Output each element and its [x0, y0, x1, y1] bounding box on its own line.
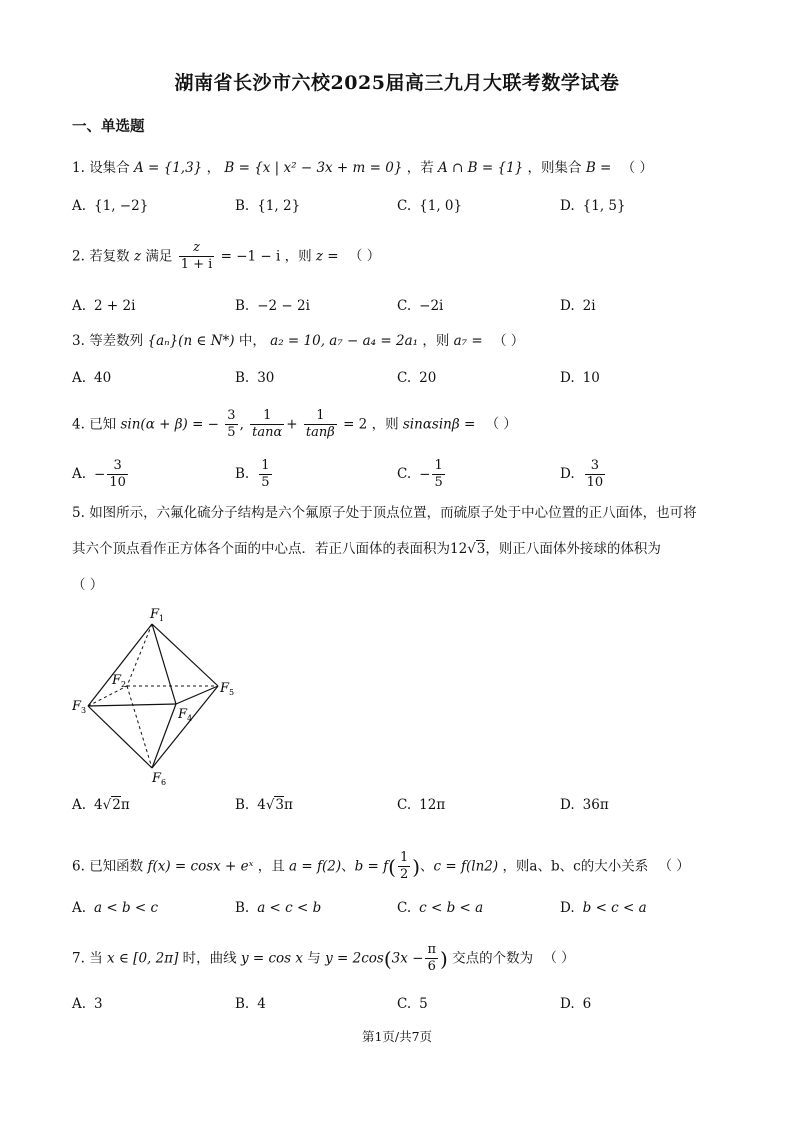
question-3: 3. 等差数列 {aₙ}(n ∈ N*) 中， a₂ = 10, a₇ − a₄ = 2a₁ ，则 a₇ = （ ）	[72, 333, 525, 349]
option-a[interactable]: A. − $\frac{3}{10}$	[72, 458, 126, 491]
question-5-line-2: 其六个顶点看作正方体各个面的中心点．若正八面体的表面积为12√3，则正八面体外接球的体积为	[72, 541, 661, 557]
label-f1: $F_1$	[150, 607, 165, 623]
label-f5: $F_5$	[220, 681, 235, 697]
label-f2: $F_2$	[112, 673, 127, 689]
option-c[interactable]: C. 20	[397, 370, 437, 386]
option-d[interactable]: D. 36π	[560, 797, 609, 813]
option-a[interactable]: A. 4√2π	[72, 797, 130, 813]
section-heading: 一、单选题	[72, 118, 145, 135]
fraction: $\frac{z}{1 + i}$	[180, 240, 213, 273]
question-6: 6. 已知函数 f(x) = cosx + eˣ ，且 a = f(2)、b = f( $\frac{1}{2}$ )、c = f(ln2) ，则a、b、c的大小关系 （ ）	[72, 850, 690, 883]
question-5: 5. 如图所示，六氟化硫分子结构是六个氟原子处于顶点位置，而硫原子处于中心位置的正八面体，也可将	[72, 505, 697, 521]
answer-blank: （ ）	[621, 160, 653, 176]
option-b[interactable]: B. $\frac{1}{5}$	[235, 458, 270, 491]
options-q6	[72, 900, 732, 926]
page-footer: 第1页/共7页	[361, 1029, 433, 1044]
edge	[152, 704, 176, 768]
answer-blank: （ ）	[485, 416, 517, 433]
option-d[interactable]: D. 10	[560, 370, 600, 386]
question-1: 1. 设集合 A = {1,3} ， B = {x | x² − 3x + m = 0} ，若 A ∩ B = {1} ，则集合 B = （ ）	[72, 160, 653, 176]
option-b[interactable]: B. −2 − 2i	[235, 298, 310, 314]
answer-blank: （ ）	[72, 577, 104, 593]
question-number: 1.	[72, 160, 85, 176]
answer-blank: （ ）	[348, 248, 381, 265]
question-text: ，则集合	[527, 160, 582, 176]
option-b[interactable]: B. a < c < b	[235, 900, 322, 916]
option-b[interactable]: B. 30	[235, 370, 275, 386]
options-q4	[72, 458, 732, 498]
octahedron-figure	[72, 600, 252, 790]
options-q7	[72, 996, 732, 1022]
question-text: 设集合	[89, 160, 130, 176]
answer-blank: （ ）	[493, 333, 525, 349]
answer-blank: （ ）	[658, 858, 690, 875]
edge	[152, 686, 218, 768]
option-a[interactable]: A. a < b < c	[72, 900, 159, 916]
option-d[interactable]: D. 2i	[560, 298, 596, 314]
option-c[interactable]: C. 12π	[397, 797, 446, 813]
edge	[88, 704, 176, 706]
option-d[interactable]: D. 6	[560, 996, 592, 1012]
option-c[interactable]: C. {1, 0}	[397, 198, 463, 214]
option-b[interactable]: B. 4	[235, 996, 266, 1012]
options-q1	[72, 198, 732, 224]
option-c[interactable]: C. 5	[397, 996, 428, 1012]
options-q2	[72, 298, 732, 324]
option-b[interactable]: B. 4√3π	[235, 797, 293, 813]
options-q5	[72, 797, 732, 823]
math-set-b: B = {x | x² − 3x + m = 0}	[224, 160, 403, 176]
question-7: 7. 当 x ∈ [0, 2π] 时，曲线 y = cos x 与 y = 2cos(3x − $\frac{\pi}{6}$ ) 交点的个数为 （ ）	[72, 942, 575, 975]
question-4: 4. 已知 sin(α + β) = − $\frac{3}{5}$ , $\frac{1}{\tan\alpha}$ + $\frac{1}{\tan\beta}$ = 2 ，则 sinαsinβ = （ ）	[72, 408, 517, 441]
math-condition: A ∩ B = {1}	[438, 160, 524, 176]
hidden-edge	[127, 624, 152, 686]
page-title: 湖南省长沙市六校2025届高三九月大联考数学试卷	[174, 72, 620, 94]
option-a[interactable]: A. {1, −2}	[72, 198, 149, 214]
question-text: ，若	[406, 160, 434, 176]
options-q3	[72, 370, 732, 396]
math-ask: B =	[585, 160, 612, 176]
option-c[interactable]: C. − $\frac{1}{5}$	[397, 458, 443, 491]
label-f6: $F_6$	[152, 771, 167, 787]
option-a[interactable]: A. 2 + 2i	[72, 298, 136, 314]
edge	[88, 624, 152, 706]
option-c[interactable]: C. c < b < a	[397, 900, 484, 916]
label-f3: $F_3$	[72, 699, 87, 715]
label-f4: $F_4$	[178, 707, 193, 723]
option-d[interactable]: D. b < c < a	[560, 900, 647, 916]
option-a[interactable]: A. 40	[72, 370, 112, 386]
option-d[interactable]: D. {1, 5}	[560, 198, 626, 214]
option-b[interactable]: B. {1, 2}	[235, 198, 301, 214]
question-2: 2. 若复数 z 满足 $\frac{z}{1 + i}$ = −1 − i ，则 z = （ ）	[72, 240, 381, 273]
option-c[interactable]: C. −2i	[397, 298, 444, 314]
edge	[88, 706, 152, 768]
option-d[interactable]: D. $\frac{3}{10}$	[560, 458, 604, 491]
edge	[176, 686, 218, 704]
option-a[interactable]: A. 3	[72, 996, 103, 1012]
answer-blank: （ ）	[543, 950, 575, 967]
math-set-a: A = {1,3}	[133, 160, 203, 176]
hidden-edge	[88, 686, 127, 706]
